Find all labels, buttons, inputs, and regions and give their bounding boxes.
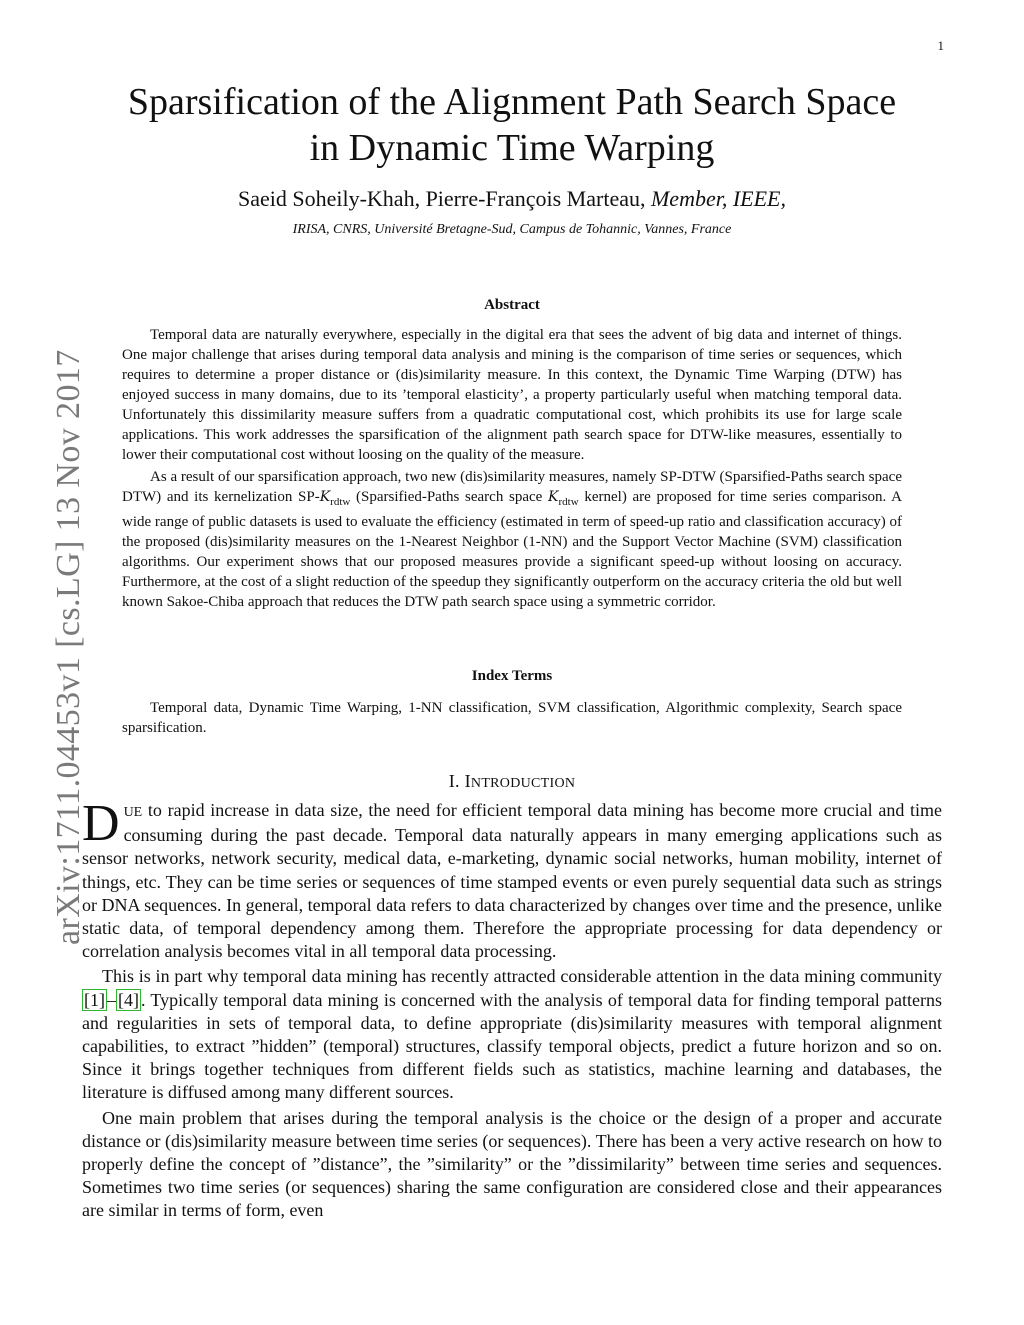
page-number: 1 xyxy=(937,38,944,53)
paper-title-line-2: in Dynamic Time Warping xyxy=(309,127,715,169)
author-list xyxy=(0,186,1024,212)
citation-link[interactable]: [1] xyxy=(84,989,105,1010)
kernel-symbol: K xyxy=(548,489,559,505)
introduction-heading xyxy=(0,771,1024,792)
kernel-subscript: rdtw xyxy=(558,496,579,508)
abstract-body xyxy=(122,325,902,612)
index-terms-text: Temporal data, Dynamic Time Warping, 1-NN classification, SVM classification, Algorithmic complexity, Search space sparsification. xyxy=(122,700,902,736)
arxiv-identifier-stamp: arXiv:1711.04453v1 [cs.LG] 13 Nov 2017 xyxy=(50,349,87,945)
author-membership: Member, IEEE, xyxy=(650,186,786,211)
citation-range-dash: – xyxy=(107,989,116,1010)
abstract-text-segment: (Sparsified-Paths search space xyxy=(350,489,549,505)
intro-text-segment: This is in part why temporal data mining has recently attracted considerable attention in the data mining community xyxy=(102,966,942,987)
index-terms-body xyxy=(122,698,902,738)
paper-title-line-1: Sparsification of the Alignment Path Search Space xyxy=(127,81,897,123)
abstract-heading: Abstract xyxy=(484,297,540,313)
intro-paragraph-2 xyxy=(82,965,942,1104)
introduction-body xyxy=(82,795,942,1225)
abstract-text-segment: kernel) are proposed for time series comparison. A wide range of public datasets is used to evaluate the efficiency (estimated in term of speed-up ratio and classification accuracy) of the proposed (dis)similarity measures on the 1-Nearest Neighbor (1-NN) and the Support Vector Machine (SVM) classification algorithms. Our experiment shows that our proposed measures provide a significant speed-up without loosing on accuracy. Furthermore, at the cost of a slight reduction of the speedup they significantly outperform on the accuracy criteria the old but well known Sakoe-Chiba approach that reduces the DTW path search space using a symmetric corridor. xyxy=(122,489,902,610)
affiliation: IRISA, CNRS, Université Bretagne-Sud, Campus de Tohannic, Vannes, France xyxy=(292,222,732,237)
drop-cap-continuation: UE xyxy=(123,805,143,820)
abstract-paragraph-2 xyxy=(122,467,902,612)
intro-paragraph-1-text: to rapid increase in data size, the need for efficient temporal data mining has become more crucial and time consuming during the past decade. Temporal data naturally appears in many emerging applications such as sensor networks, network security, medical data, e-marketing, dynamic social networks, human mobility, internet of things, etc. They can be time series or sequences of time stamped events or even purely sequential data such as strings or DNA sequences. In general, temporal data refers to data characterized by changes over time and the presence, unlike static data, of temporal dependency among them. Therefore the appropriate processing for data dependency or correlation analysis becomes vital in all temporal data processing. xyxy=(82,800,942,962)
index-terms-heading: Index Terms xyxy=(471,668,553,684)
intro-text-segment: . Typically temporal data mining is concerned with the analysis of temporal data for finding temporal patterns and regularities in sets of temporal data, to define appropriate (dis)similarity measures with temporal alignment capabilities, to extract ”hidden” (temporal) structures, classify temporal objects, predict a future horizon and so on. Since it brings together techniques from different fields such as statistics, machine learning and databases, the literature is diffused among many different sources. xyxy=(82,989,942,1103)
drop-cap: D xyxy=(82,795,120,852)
author-names: Saeid Soheily-Khah, Pierre-François Marteau, xyxy=(237,186,646,211)
citation-link[interactable]: [4] xyxy=(118,989,139,1010)
kernel-symbol: K xyxy=(319,489,331,505)
section-number: I. xyxy=(448,771,460,791)
abstract-text-segment: As a result of our sparsification approach, two new (dis)similarity measures, namely SP-DTW (Sparsified-Paths search space DTW) and its kernelization SP- xyxy=(122,469,902,505)
kernel-subscript: rdtw xyxy=(330,496,351,508)
section-title-rest: NTRODUCTION xyxy=(470,776,576,791)
section-title-cap: I xyxy=(464,771,471,791)
intro-paragraph-1 xyxy=(82,795,942,963)
abstract-paragraph-1: Temporal data are naturally everywhere, especially in the digital era that sees the advent of big data and internet of things. One major challenge that arises during temporal data analysis and mining is the comparison of time series or sequences, which requires to determine a proper distance or (dis)similarity measure. In this context, the Dynamic Time Warping (DTW) has enjoyed success in many domains, due to its ’temporal elasticity’, a property particularly useful when matching temporal data. Unfortunately this dissimilarity measure suffers from a quadratic computational cost, which prohibits its use for large scale applications. This work addresses the sparsification of the alignment path search space for DTW-like measures, essentially to lower their computational cost without loosing on the quality of the measure. xyxy=(122,327,902,463)
intro-paragraph-3: One main problem that arises during the temporal analysis is the choice or the design of a proper and accurate distance or (dis)similarity measure between time series (or sequences). There has been a very active research on how to properly define the concept of ”distance”, the ”similarity” or the ”dissimilarity” between time series and sequences. Sometimes two time series (or sequences) sharing the same configuration are considered close and their appearances are similar in terms of form, even xyxy=(82,1107,942,1221)
